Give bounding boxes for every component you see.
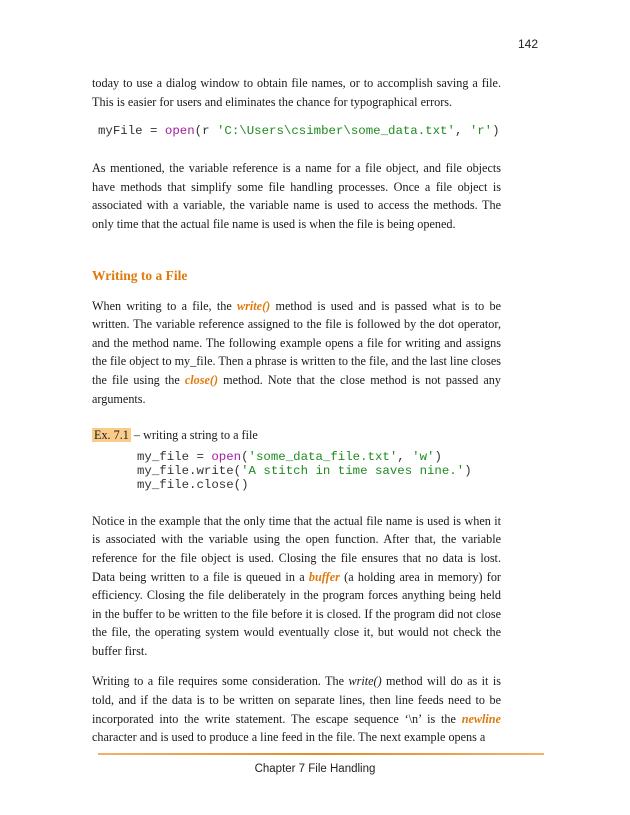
footer-divider bbox=[98, 753, 544, 755]
code-line: my_file = open('some_data_file.txt', 'w') bbox=[137, 449, 442, 464]
example-label: Ex. 7.1 bbox=[94, 428, 129, 443]
term-newline: newline bbox=[461, 711, 501, 726]
paragraph-notice: Notice in the example that the only time that the actual file name is used is when it is associated with the variable using the open function. After that, the variable reference for the file object is used. Closing the file ensures that no data is lost. Data being written to a file is queued in a buffer (a holding area in memory) for efficiency. Closing the file deliberately in the program forces anything being held in the buffer to be written to the file before it is closed. If the program did not close the file, the operating system would eventually close it, but would not check the buffer first. bbox=[92, 513, 501, 658]
page-number: 142 bbox=[517, 37, 538, 51]
term-write: write() bbox=[237, 298, 271, 313]
paragraph-file-objects: As mentioned, the variable reference is a name for a file object, and file objects have methods that simplify some file handling processes. Once a file object is associated with a variable, the variable name is used to access the methods. The only time that the actual file name is used is when the file is being opened. bbox=[92, 161, 501, 231]
page-body bbox=[92, 74, 501, 747]
paragraph-consideration: Writing to a file requires some consideration. The write() method will do as it is told, and if the data is to be written on separate lines, then line feeds need to be incorporated into the write statement. The escape sequence ‘\n’ is the newline character and is used to produce a line feed in the file. The next example opens a bbox=[92, 674, 501, 745]
code-line: my_file.close() bbox=[137, 477, 249, 492]
paragraph-writing: When writing to a file, the write() method is used and is passed what is to be written. The variable reference assigned to the file is followed by the dot operator, and the method name. The following example opens a file for writing and assigns the file object to my_file. Then a phrase is written to the file, and the last line closes the file using the close() method. Note that the close method is not passed any arguments. bbox=[92, 298, 502, 406]
term-write-plain: write() bbox=[348, 674, 382, 689]
code-open-read: myFile = open(r 'C:\Users\csimber\some_data.txt', 'r') bbox=[98, 124, 500, 139]
term-close: close() bbox=[184, 372, 219, 387]
footer-chapter: Chapter 7 File Handling bbox=[254, 763, 376, 775]
term-buffer: buffer bbox=[308, 569, 340, 584]
section-heading: Writing to a File bbox=[92, 267, 188, 283]
code-example-write bbox=[137, 450, 501, 492]
code-line: my_file.write('A stitch in time saves nine.') bbox=[137, 463, 472, 478]
paragraph-intro: today to use a dialog window to obtain file names, or to accomplish saving a file. This is easier for users and eliminates the chance for typographical errors. bbox=[92, 76, 501, 109]
example-caption: Ex. 7.1 – writing a string to a file bbox=[94, 428, 258, 443]
